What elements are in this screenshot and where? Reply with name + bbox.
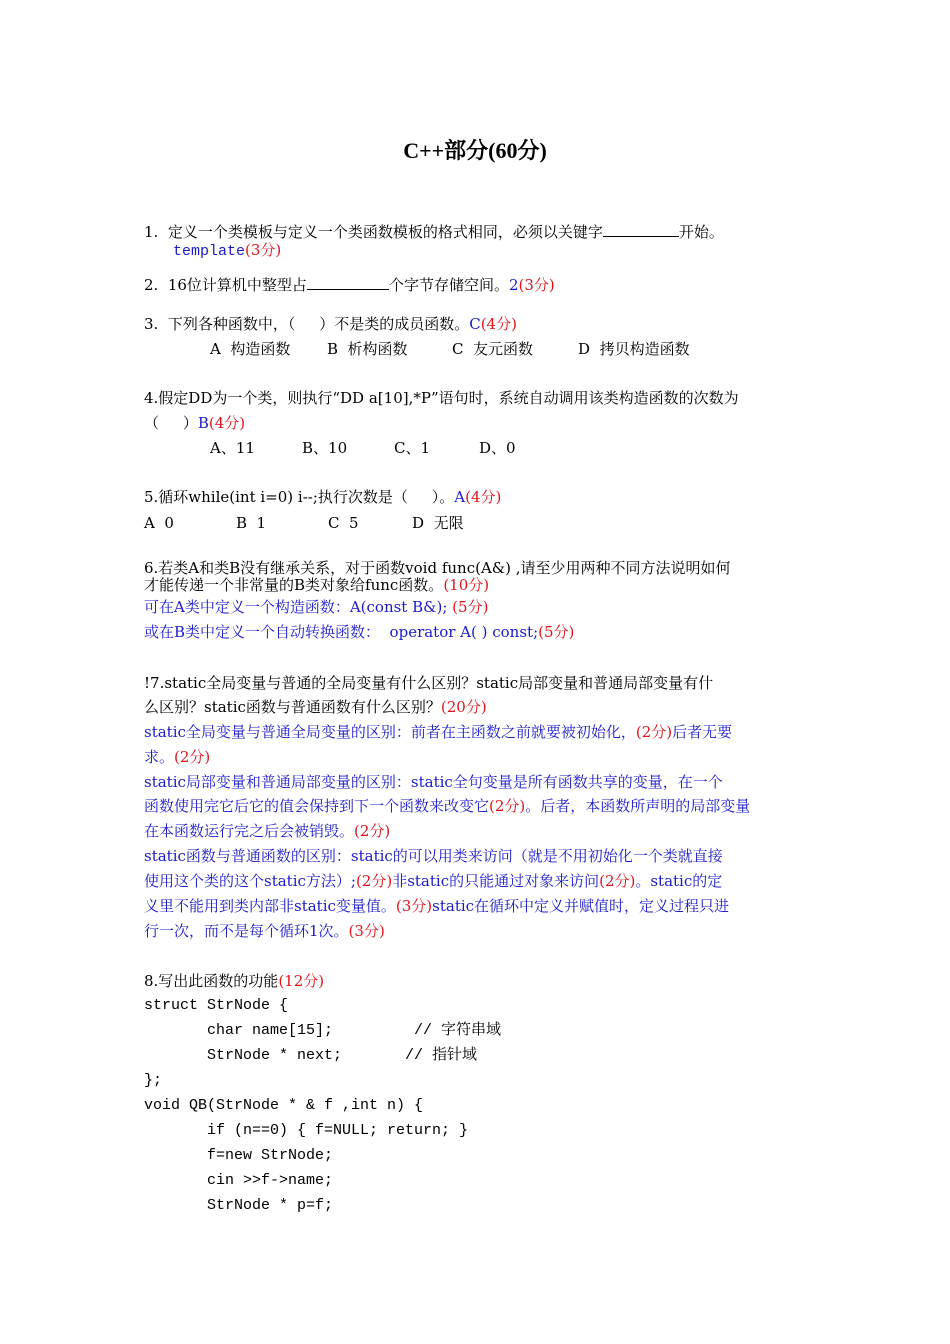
code-line: StrNode * p=f; — [144, 1197, 334, 1214]
score: (20分) — [440, 698, 487, 716]
page-title: C++部分(60分) — [403, 138, 547, 163]
question-8-text: 8.写出此函数的功能 — [144, 972, 279, 990]
code-line: StrNode * next; // 指针域 — [144, 1047, 478, 1064]
answer-text: template — [173, 243, 246, 260]
question-2 — [144, 275, 555, 295]
code-line: void QB(StrNode * & f ,int n) { — [144, 1097, 424, 1114]
answer-text: 。后者，本函数所声明的局部变量 — [525, 797, 751, 815]
question-1-answer — [173, 240, 281, 262]
score: (5分) — [538, 623, 575, 641]
q7-answer-2-line-3 — [144, 821, 390, 841]
question-1 — [144, 222, 724, 242]
score: (2分) — [489, 797, 526, 815]
option: D 拷贝构造函数 — [578, 340, 690, 358]
question-2-suffix: 个字节存储空间。 — [388, 276, 509, 294]
score: (2分) — [354, 822, 391, 840]
answer-text: 非static的只能通过对象来访问 — [392, 872, 600, 890]
q7-answer-3-line-4 — [144, 921, 385, 941]
question-3-text: 3. 下列各种函数中，（ ）不是类的成员函数。 — [144, 315, 470, 333]
score: (2分) — [599, 872, 636, 890]
score: (2分) — [355, 872, 393, 890]
option: D 无限 — [412, 514, 464, 532]
question-5-options — [144, 513, 464, 533]
score: (4分) — [465, 488, 502, 506]
q7-answer-1-line-2 — [144, 747, 210, 767]
code-line: struct StrNode { — [144, 997, 289, 1014]
answer-text: 使用这个类的这个static方法）; — [144, 872, 356, 890]
answer-text: 义里不能用到类内部非static变量值。 — [144, 897, 396, 915]
code-line: char name[15]; // 字符串域 — [144, 1022, 502, 1039]
question-1-suffix: 开始。 — [678, 223, 724, 241]
score: (12分) — [278, 972, 325, 990]
code-line: f=new StrNode; — [144, 1147, 334, 1164]
question-4-cont — [144, 413, 245, 433]
option: C 友元函数 — [452, 340, 534, 358]
score: (2分) — [635, 723, 673, 741]
question-1-text: 1. 定义一个类模板与定义一个类函数模板的格式相同，必须以关键字 — [144, 223, 603, 241]
code-line: }; — [144, 1072, 163, 1089]
score: (3分) — [395, 897, 433, 915]
question-4: 4.假定DD为一个类，则执行“DD a[10],*P”语句时，系统自动调用该类构造函数的次数为 — [144, 389, 739, 407]
option: C、1 — [394, 439, 431, 457]
question-4-options — [210, 438, 516, 458]
question-7: !7.static全局变量与普通的全局变量有什么区别？static局部变量和普通局部变量有什 — [144, 674, 714, 692]
score: (3分) — [245, 241, 282, 259]
answer-text: static全局变量与普通全局变量的区别：前者在主函数之前就要被初始化， — [144, 723, 636, 741]
q7-answer-3-line-1: static函数与普通函数的区别：static的可以用类来访问（就是不用初始化一个类就直接 — [144, 847, 723, 865]
option: B 1 — [236, 514, 267, 532]
answer-paren: （ ） — [144, 414, 198, 432]
answer-text: 。static的定 — [635, 872, 723, 890]
score: (2分) — [174, 748, 211, 766]
answer-text: 函数使用完它后它的值会保持到下一个函数来改变它 — [144, 797, 490, 815]
question-6-text: 才能传递一个非常量的B类对象给func函数。 — [144, 576, 444, 594]
question-7-text: 么区别？static函数与普通函数有什么区别？ — [144, 698, 441, 716]
answer-blank — [307, 275, 389, 290]
q7-answer-2-line-2 — [144, 796, 750, 816]
score: (4分) — [480, 315, 517, 333]
q7-answer-1-line-1 — [144, 722, 732, 742]
score: (5分) — [452, 598, 489, 616]
question-2-text: 2. 16位计算机中整型占 — [144, 276, 307, 294]
option: A、11 — [210, 439, 255, 457]
option: D、0 — [479, 439, 516, 457]
q7-answer-2-line-1: static局部变量和普通局部变量的区别：static全句变量是所有函数共享的变量，在一个 — [144, 773, 723, 791]
question-8 — [144, 971, 324, 991]
question-6-answer-2 — [144, 622, 574, 642]
answer-text: 2 — [508, 276, 519, 294]
question-3-options — [210, 339, 690, 359]
option: A 构造函数 — [210, 340, 291, 358]
question-3 — [144, 314, 517, 334]
question-6-answer-1 — [144, 597, 488, 617]
answer-blank — [603, 222, 679, 237]
question-5-text: 5.循环while(int i=0) i--;执行次数是（ ）。 — [144, 488, 455, 506]
answer-text: 或在B类中定义一个自动转换函数： operator A( ) const; — [144, 623, 539, 641]
answer-text: 后者无要 — [672, 723, 733, 741]
answer-text: 在本函数运行完之后会被销毁。 — [144, 822, 355, 840]
score: (3分) — [518, 276, 555, 294]
code-line: cin >>f->name; — [144, 1172, 334, 1189]
option: B、10 — [302, 439, 348, 457]
answer-text: 可在A类中定义一个构造函数：A(const B&); — [144, 598, 448, 616]
answer-text: 求。 — [144, 748, 175, 766]
score: (3分) — [348, 922, 385, 940]
answer-text: C — [469, 315, 481, 333]
question-5 — [144, 487, 501, 507]
q7-answer-3-line-2 — [144, 871, 722, 891]
answer-text: A — [454, 488, 466, 506]
option: B 析构函数 — [327, 340, 408, 358]
score: (10分) — [443, 576, 490, 594]
option: A 0 — [144, 514, 174, 532]
option: C 5 — [328, 514, 359, 532]
question-7-cont — [144, 697, 487, 717]
question-6-cont — [144, 576, 489, 594]
q7-answer-3-line-3 — [144, 896, 729, 916]
score: (4分) — [208, 414, 246, 432]
answer-text: 行一次，而不是每个循环1次。 — [144, 922, 349, 940]
code-line: if (n==0) { f=NULL; return; } — [144, 1122, 469, 1139]
question-6: 6.若类A和类B没有继承关系，对于函数void func(A&) ,请至少用两种不同方法说明如何 — [144, 559, 731, 577]
answer-text: B — [197, 414, 209, 432]
answer-text: static在循环中定义并赋值时，定义过程只进 — [432, 897, 730, 915]
